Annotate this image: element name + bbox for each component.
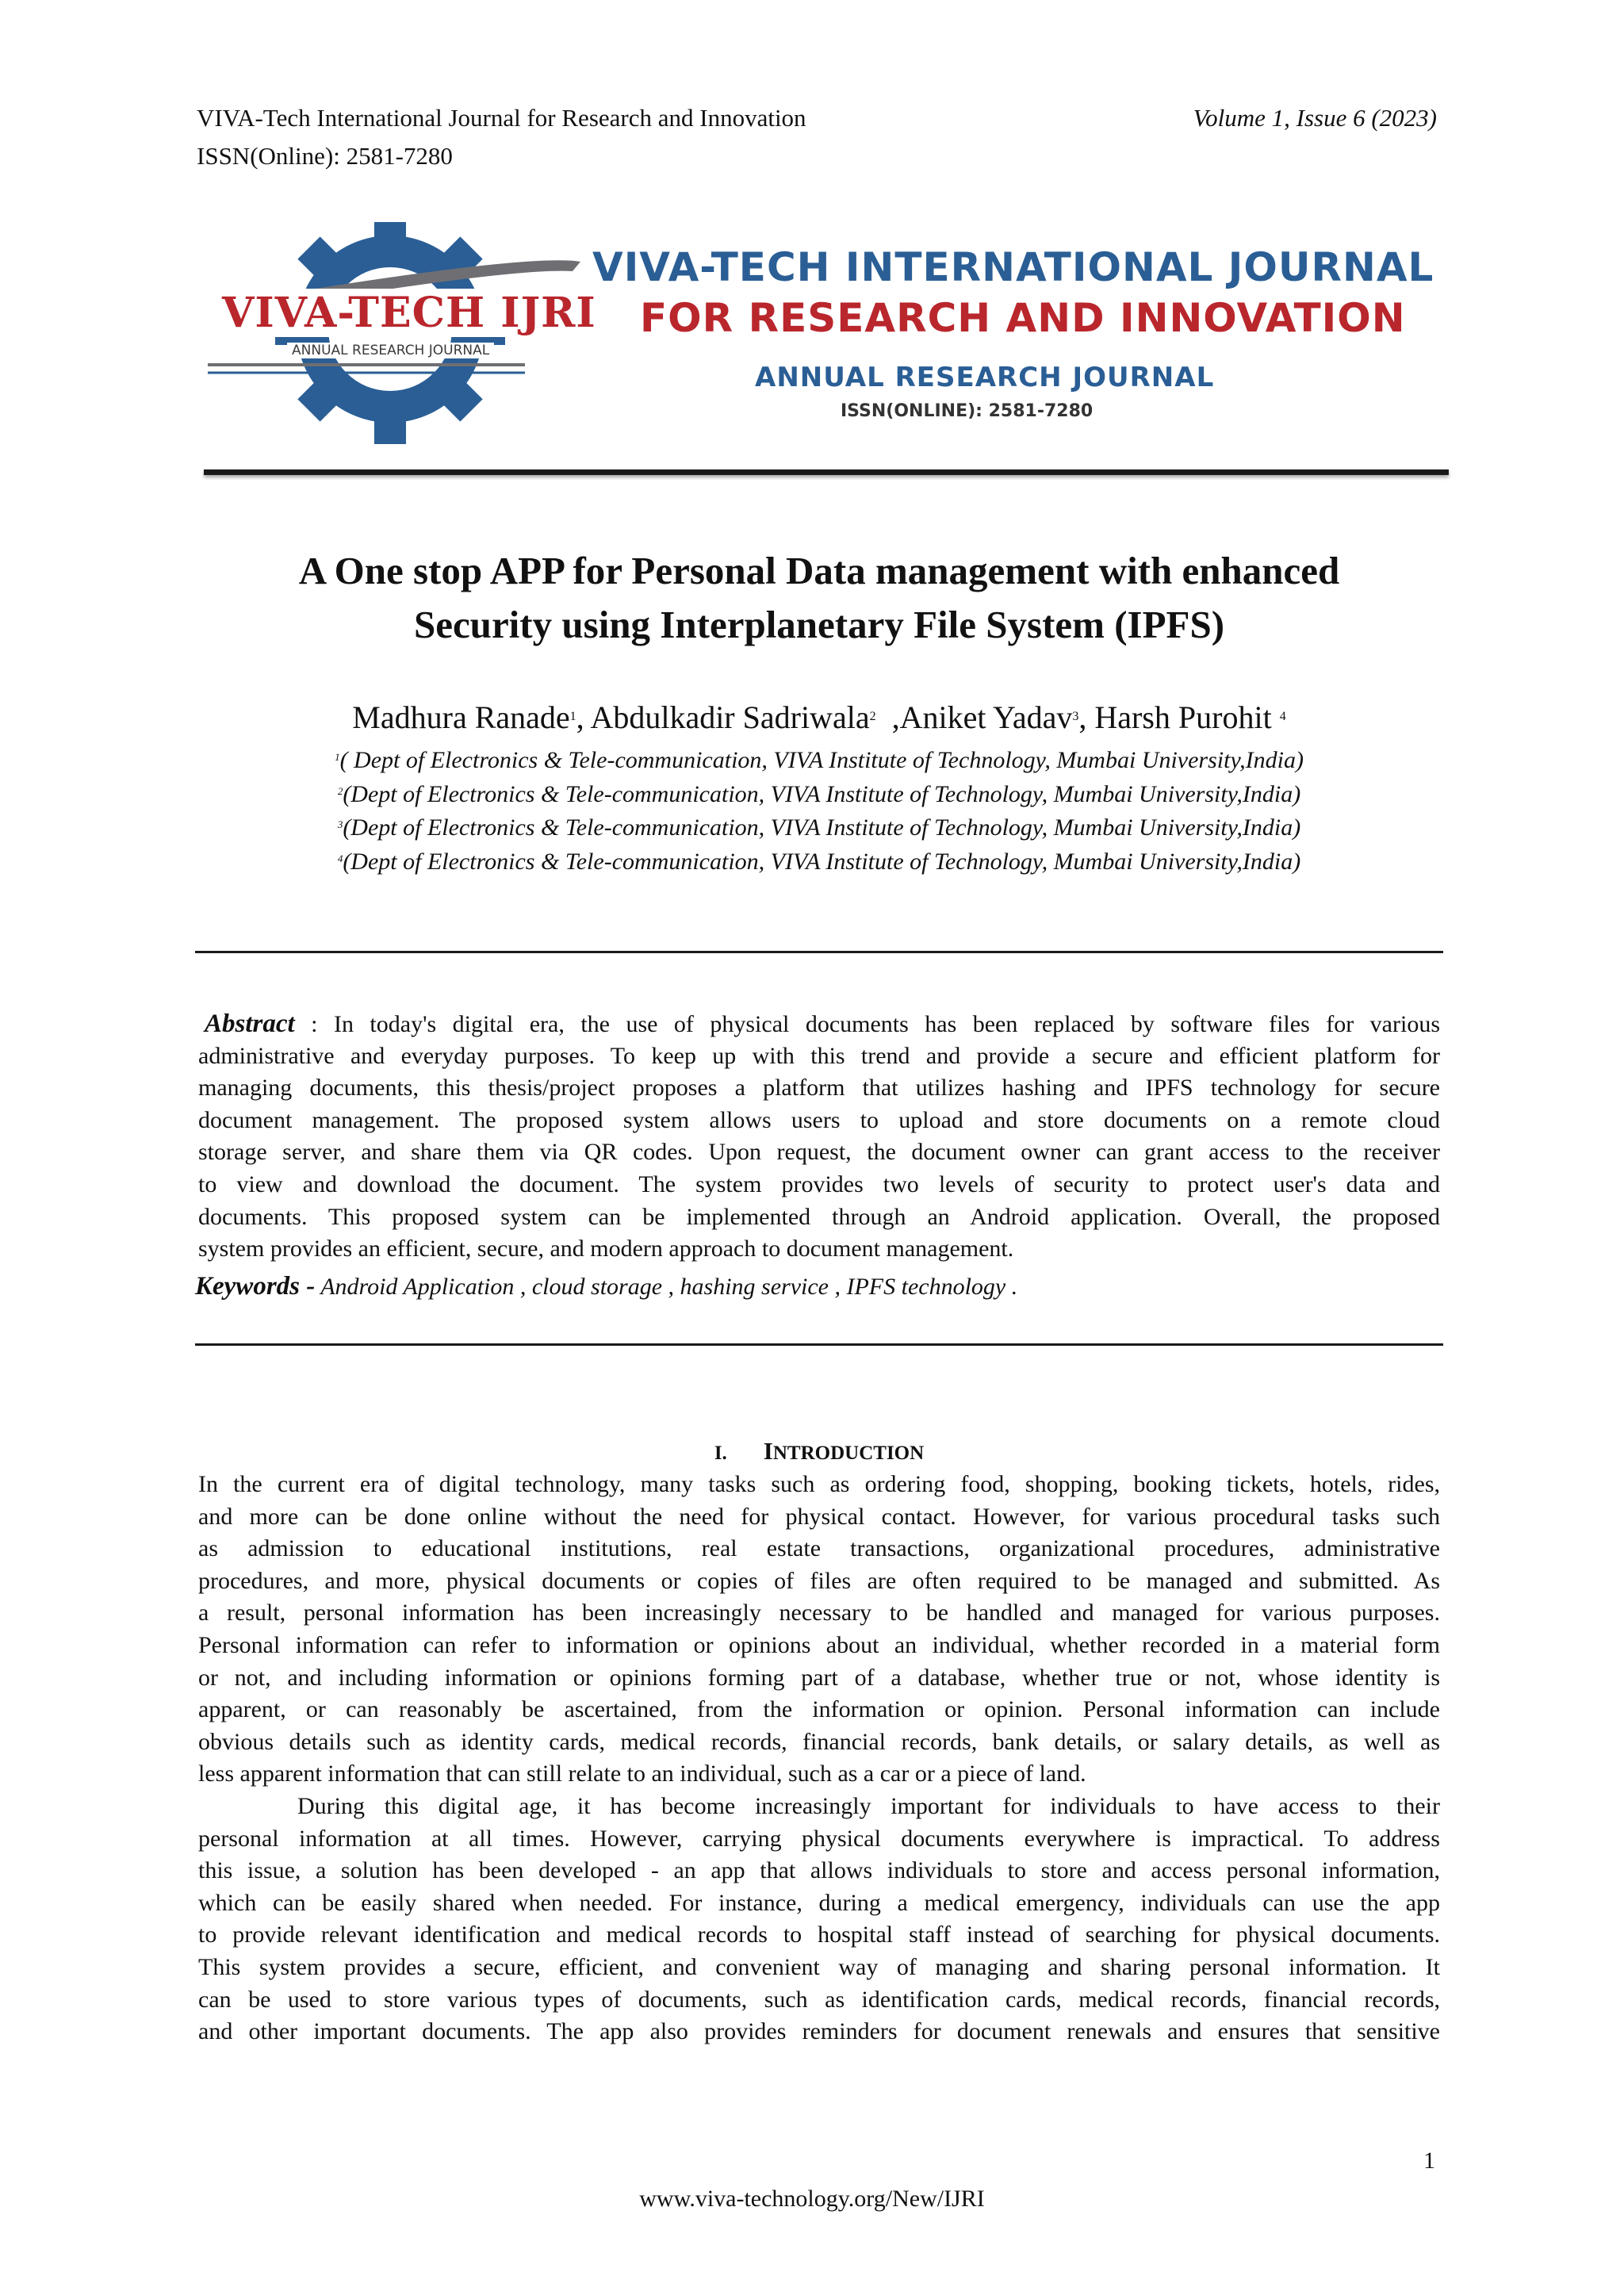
body-line: personal information at all times. However, carrying physical documents everywhere is impractical. To address	[198, 1825, 1440, 1852]
body-line: During this digital age, it has become increasingly important for individuals to have access to their	[297, 1792, 1440, 1819]
banner-subtitle: ANNUAL RESEARCH JOURNAL	[755, 362, 1215, 393]
author-name: Madhura Ranade	[352, 699, 570, 735]
abstract-line: administrative and everyday purposes. To keep up with this trend and provide a secure and efficient platform for	[198, 1042, 1440, 1069]
keywords-label: Keywords -	[195, 1272, 316, 1301]
author-name: Aniket Yadav	[899, 699, 1073, 735]
abstract-line: system provides an efficient, secure, and modern approach to document management.	[198, 1236, 1014, 1262]
body-line: which can be easily shared when needed. For instance, during a medical emergency, individuals can use the app	[198, 1889, 1440, 1916]
body-line: apparent, or can reasonably be ascertained, from the information or opinion. Personal information can include	[198, 1696, 1440, 1723]
paper-title-line2: Security using Interplanetary File System (IPFS)	[413, 603, 1225, 646]
banner-title-line2: FOR RESEARCH AND INNOVATION	[640, 295, 1406, 341]
footer-url: www.viva-technology.org/New/IJRI	[639, 2186, 985, 2212]
affiliation: $^4$(Dept of Electronics & Tele-communication, VIVA Institute of Technology, Mumbai University,India)	[337, 848, 1301, 875]
abstract-line: to view and download the document. The system provides two levels of security to protect user's data and	[198, 1170, 1440, 1197]
author-mark: 2	[869, 710, 876, 723]
abstract-label: Abstract	[205, 1010, 295, 1038]
banner-divider	[204, 469, 1449, 475]
section-number: I.	[714, 1443, 727, 1464]
body-line: a result, personal information has been increasingly necessary to be handled and managed for various purposes.	[198, 1600, 1440, 1626]
abstract-bottom-rule	[195, 1343, 1443, 1346]
banner-title-line1: VIVA-TECH INTERNATIONAL JOURNAL	[592, 244, 1434, 290]
body-line: or not, and including information or opinions forming part of a database, whether true or not, whose identity is	[198, 1664, 1440, 1691]
journal-banner	[200, 222, 1469, 444]
running-header-journal: VIVA-Tech International Journal for Research and Innovation	[197, 104, 806, 132]
body-line: This system provides a secure, efficient, and convenient way of managing and sharing personal information. It	[198, 1953, 1440, 1980]
affiliation: $^2$(Dept of Electronics & Tele-communication, VIVA Institute of Technology, Mumbai University,India)	[337, 780, 1301, 807]
affiliation: $^1$( Dept of Electronics & Tele-communication, VIVA Institute of Technology, Mumbai University,India)	[335, 747, 1304, 773]
author-mark: 3	[1072, 710, 1079, 723]
body-line: Personal information can refer to information or opinions about an individual, whether recorded in a material form	[198, 1631, 1440, 1658]
logo-text: VIVA-TECH IJRI	[216, 289, 603, 337]
abstract-line: storage server, and share them via QR codes. Upon request, the document owner can grant access to the receiver	[198, 1139, 1440, 1166]
abstract-line: documents. This proposed system can be implemented through an Android application. Overall, the proposed	[198, 1203, 1440, 1230]
keywords-text: Android Application , cloud storage , hashing service , IPFS technology .	[315, 1274, 1018, 1300]
abstract	[198, 1008, 1440, 1266]
logo-subtext: ANNUAL RESEARCH JOURNAL	[287, 343, 494, 358]
keywords	[195, 1270, 1017, 1303]
paper-title	[197, 544, 1442, 652]
affiliations	[197, 744, 1442, 879]
introduction-body	[198, 1469, 1440, 2048]
affiliation: $^3$(Dept of Electronics & Tele-communication, VIVA Institute of Technology, Mumbai University,India)	[337, 814, 1301, 841]
body-line: In the current era of digital technology, many tasks such as ordering food, shopping, booking tickets, hotels, rides,	[198, 1471, 1440, 1497]
banner-issn: ISSN(ONLINE): 2581-7280	[841, 401, 1094, 421]
author-list: Madhura Ranade$^1$, Abdulkadir Sadriwala$^2$ ,Aniket Yadav$^3$, Harsh Purohit $^4$	[352, 699, 1286, 735]
abstract-line: Abstract : In today's digital era, the use of physical documents has been replaced by software files for various	[198, 1008, 1440, 1040]
body-line: and other important documents. The app also provides reminders for document renewals and ensures that sensitive	[198, 2018, 1440, 2045]
abstract-top-rule	[195, 951, 1443, 953]
section-title-rest: NTRODUCTION	[772, 1443, 925, 1464]
running-header-volume: Volume 1, Issue 6 (2023)	[1193, 104, 1437, 132]
body-line: and more can be done online without the need for physical contact. However, for various procedural tasks such	[198, 1503, 1440, 1530]
running-header-issn: ISSN(Online): 2581-7280	[197, 142, 453, 170]
author-mark: 4	[1279, 710, 1286, 723]
abstract-line: managing documents, this thesis/project proposes a platform that utilizes hashing and IPFS technology for secure	[198, 1075, 1440, 1102]
body-line: procedures, and more, physical documents or copies of files are often required to be managed and submitted. As	[198, 1567, 1440, 1594]
paper-title-line1: A One stop APP for Personal Data management with enhanced	[298, 549, 1340, 592]
abstract-line: document management. The proposed system allows users to upload and store documents on a remote cloud	[198, 1106, 1440, 1133]
body-line: less apparent information that can still relate to an individual, such as a car or a piece of land.	[198, 1761, 1086, 1787]
author-name: Harsh Purohit	[1094, 699, 1272, 735]
body-line: this issue, a solution has been developed - an app that allows individuals to store and access personal information,	[198, 1857, 1440, 1884]
section-title-initial: I	[763, 1437, 773, 1465]
body-line: to provide relevant identification and medical records to hospital staff instead of searching for physical documents.	[198, 1921, 1440, 1948]
page-number: 1	[1423, 2147, 1435, 2174]
body-line: obvious details such as identity cards, medical records, financial records, bank details, or salary details, as well as	[198, 1728, 1440, 1755]
section-heading	[197, 1437, 1442, 1466]
body-line: as admission to educational institutions, real estate transactions, organizational procedures, administrative	[198, 1535, 1440, 1562]
body-line: can be used to store various types of documents, such as identification cards, medical records, financial records,	[198, 1986, 1440, 2013]
author-mark: 1	[569, 710, 576, 723]
author-name: Abdulkadir Sadriwala	[590, 699, 870, 735]
